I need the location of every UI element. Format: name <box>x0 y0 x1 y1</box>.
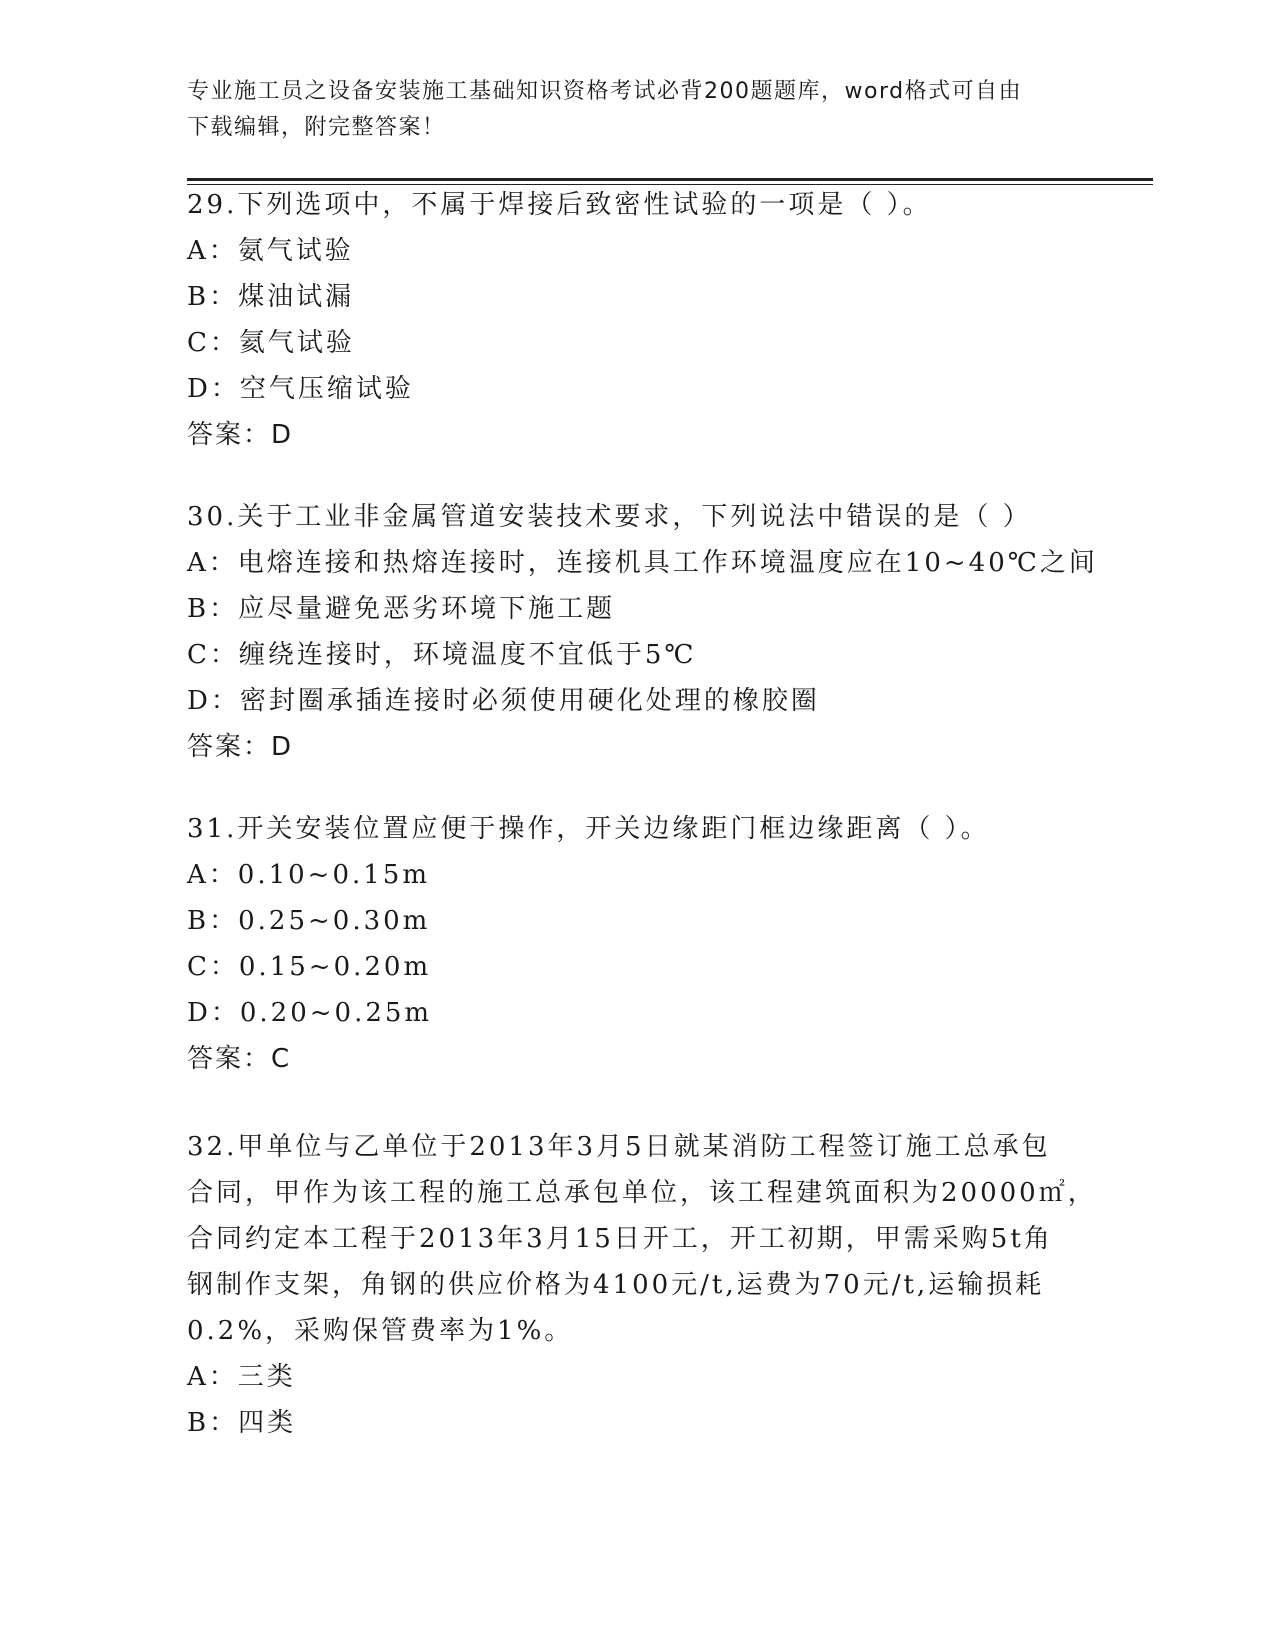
option-d: D：密封圈承插连接时必须使用硬化处理的橡胶圈 <box>187 686 820 716</box>
question-32 <box>187 1124 1097 1446</box>
question-stem-line: 钢制作支架，角钢的供应价格为4100元/t,运费为70元/t,运输损耗 <box>187 1270 1045 1300</box>
answer: 答案：C <box>187 1044 292 1074</box>
header-line-1: 专业施工员之设备安装施工基础知识资格考试必背200题题库，word格式可自由 <box>187 79 1023 104</box>
question-stem-line: 合同约定本工程于2013年3月15日开工，开工初期，甲需采购5t角 <box>187 1224 1053 1254</box>
header-divider-thick <box>187 178 1153 181</box>
question-31 <box>187 806 1087 1082</box>
option-a: A：氨气试验 <box>187 236 354 266</box>
question-stem: 31.开关安装位置应便于操作，开关边缘距门框边缘距离（ ）。 <box>187 814 990 844</box>
question-stem: 30.关于工业非金属管道安装技术要求，下列说法中错误的是（ ） <box>187 502 1032 532</box>
answer: 答案：D <box>187 420 294 450</box>
option-d: D：0.20~0.25m <box>187 998 433 1028</box>
option-b: B：0.25~0.30m <box>187 906 431 936</box>
option-b: B：应尽量避免恶劣环境下施工题 <box>187 594 616 624</box>
option-d: D：空气压缩试验 <box>187 374 414 404</box>
document-header <box>187 74 1067 146</box>
option-c: C：0.15~0.20m <box>187 952 432 982</box>
header-line-2: 下载编辑，附完整答案！ <box>187 115 446 140</box>
option-a: A：三类 <box>187 1362 296 1392</box>
question-30 <box>187 494 1098 770</box>
option-b: B：煤油试漏 <box>187 282 355 312</box>
question-stem: 29.下列选项中，不属于焊接后致密性试验的一项是（ ）。 <box>187 190 932 220</box>
question-29 <box>187 182 1087 458</box>
question-stem-line: 合同，甲作为该工程的施工总承包单位，该工程建筑面积为20000㎡， <box>187 1178 1097 1208</box>
option-b: B：四类 <box>187 1408 297 1438</box>
question-stem-line: 0.2%，采购保管费率为1%。 <box>187 1316 574 1346</box>
question-stem-line: 32.甲单位与乙单位于2013年3月5日就某消防工程签订施工总承包 <box>187 1132 1051 1162</box>
option-c: C：缠绕连接时，环境温度不宜低于5℃ <box>187 640 697 670</box>
option-c: C：氦气试验 <box>187 328 355 358</box>
answer: 答案：D <box>187 732 294 762</box>
option-a: A：电熔连接和热熔连接时，连接机具工作环境温度应在10~40℃之间 <box>187 548 1098 578</box>
option-a: A：0.10~0.15m <box>187 860 430 890</box>
